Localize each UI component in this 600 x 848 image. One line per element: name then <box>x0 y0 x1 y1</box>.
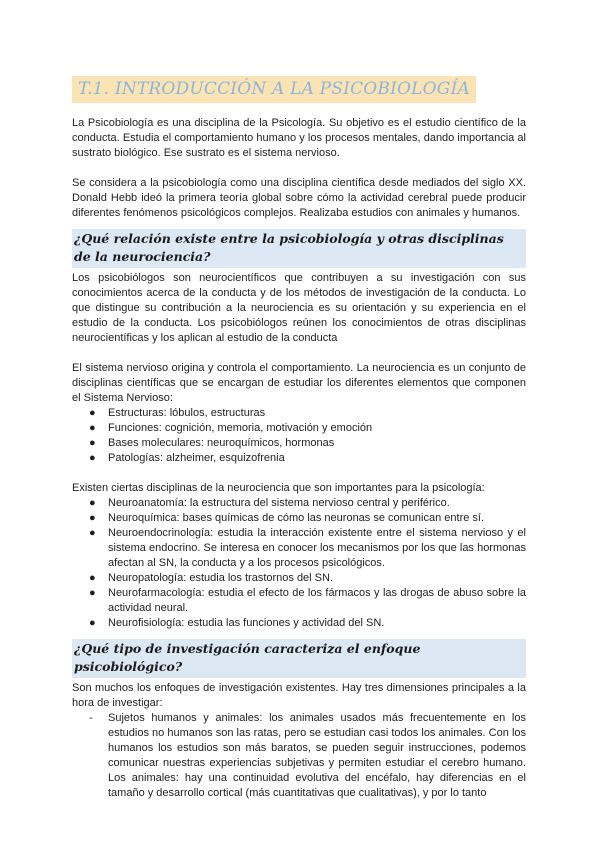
list-item: ● Patologías: alzheimer, esquizofrenia <box>89 452 285 464</box>
section1-paragraph-3: Existen ciertas disciplinas de la neurociencia que son importantes para la psicología: <box>72 482 485 494</box>
list-item: ● Estructuras: lóbulos, estructuras <box>89 407 266 419</box>
section1-paragraph-2: El sistema nervioso origina y controla el comportamiento. La neurociencia es un conjunto de disciplinas científicas que se encargan de estudiar los diferentes elementos que componen el Sistema Nervioso: <box>72 362 526 404</box>
bullet-icon: ● <box>89 422 96 434</box>
nervous-system-elements-list <box>72 406 526 466</box>
bullet-icon: ● <box>89 497 96 509</box>
intro-paragraph-1: La Psicobiología es una disciplina de la Psicología. Su objetivo es el estudio científico de la conducta. Estudia el comportamiento humano y los procesos mentales, dando importancia al sustrato biológico. Ese sustrato es el sistema nervioso. <box>72 117 526 159</box>
bullet-icon: ● <box>89 572 96 584</box>
list-item: ● Neurofarmacología: estudia el efecto de los fármacos y las drogas de abuso sobre la actividad neural. <box>89 587 526 614</box>
list-item: ● Funciones: cognición, memoria, motivación y emoción <box>89 422 373 434</box>
section1-heading: ¿Qué relación existe entre la psicobiología y otras disciplinas de la neurociencia? <box>72 229 526 268</box>
list-item: ● Neuropatología: estudia los trastornos del SN. <box>89 572 334 584</box>
section2-heading: ¿Qué tipo de investigación caracteriza el enfoque psicobiológico? <box>72 639 526 678</box>
bullet-icon: ● <box>89 512 96 524</box>
bullet-icon: ● <box>89 527 96 539</box>
bullet-icon: ● <box>89 587 96 599</box>
bullet-icon: ● <box>89 617 96 629</box>
dash-icon: - <box>89 712 93 724</box>
section1-paragraph-1: Los psicobiólogos son neurocientíficos que contribuyen a su investigación con sus conocimientos acerca de la conducta y de los métodos de investigación de la conducta. Lo que distingue su contribución a la neurociencia es su orientación y su experiencia en el estudio de la conducta. Los psicobiólogos reúnen los conocimientos de otras disciplinas neurocientíficas y los aplican al estudio de la conducta <box>72 272 526 344</box>
intro-paragraph-2: Se considera a la psicobiología como una disciplina científica desde mediados del siglo XX. Donald Hebb ideó la primera teoría global sobre cómo la actividad cerebral puede producir diferentes fenómenos psicológicos complejos. Realizaba estudios con animales y humanos. <box>72 177 526 219</box>
bullet-icon: ● <box>89 437 96 449</box>
bullet-icon: ● <box>89 407 96 419</box>
list-item: ● Neuroanatomía: la estructura del sistema nervioso central y periférico. <box>89 497 450 509</box>
list-item: - Sujetos humanos y animales: los animales usados más frecuentemente en los estudios no humanos son las ratas, pero se estudian casi todos los animales. Con los humanos los estudios son más baratos, se pueden seguir instrucciones, podemos comunicar nuestras experiencias subjetivas y permiten estudiar el cerebro humano. Los animales: hay una continuidad evolutiva del encéfalo, hay diferencias en el tamaño y desarrollo cortical (más cuantitativas que cualitativas), y por lo tanto <box>89 712 526 799</box>
bullet-icon: ● <box>89 452 96 464</box>
list-item: ● Neuroendocrinología: estudia la interacción existente entre el sistema nervioso y el sistema endocrino. Se interesa en conocer los mecanismos por los que las hormonas afectan al SN, la conducta y a los procesos psicológicos. <box>89 527 526 569</box>
list-item: ● Bases moleculares: neuroquímicos, hormonas <box>89 437 335 449</box>
neuroscience-disciplines-list <box>72 496 526 631</box>
list-item: ● Neurofisiología: estudia las funciones y actividad del SN. <box>89 617 385 629</box>
list-item: ● Neuroquímica: bases químicas de cómo las neuronas se comunican entre sí. <box>89 512 485 524</box>
research-dimensions-list <box>72 711 526 801</box>
document-body <box>72 116 526 801</box>
page-title: T.1. INTRODUCCIÓN A LA PSICOBIOLOGÍA <box>72 76 476 103</box>
section2-paragraph-1: Son muchos los enfoques de investigación existentes. Hay tres dimensiones principales a la hora de investigar: <box>72 682 526 709</box>
